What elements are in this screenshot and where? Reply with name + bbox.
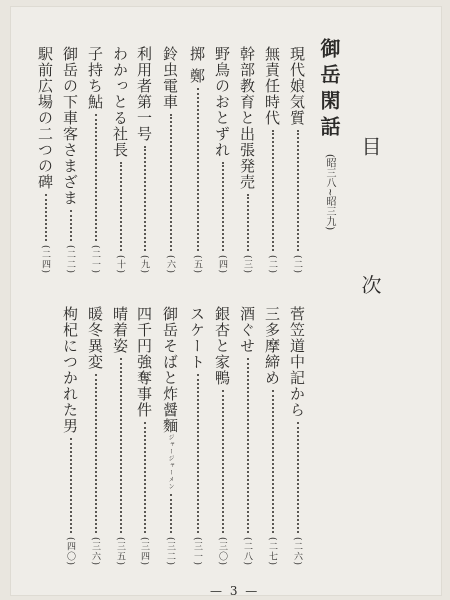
toc-entry (212, 46, 233, 274)
leader-dots (170, 114, 172, 251)
toc-entry-title: 無責任時代 (263, 46, 281, 126)
toc-entry-page: (三) (242, 254, 252, 274)
toc-entry-page: (二七) (267, 536, 277, 566)
leader-dots (70, 438, 72, 533)
page-number: — 3 — (210, 584, 260, 598)
toc-entry-page: (二) (292, 254, 302, 274)
leader-dots (297, 422, 299, 533)
toc-entry-page: (二六) (292, 536, 302, 566)
toc-entry-title: 幹部教育と出張発売 (238, 46, 256, 190)
toc-entry-page: (二四) (40, 244, 50, 274)
toc-entry-page: (二二) (65, 244, 75, 274)
toc-entry-page: (六) (165, 254, 175, 274)
leader-dots (120, 162, 122, 251)
toc-entry (110, 306, 131, 566)
toc-entry-title: わかっとる社長 (111, 46, 129, 158)
toc-entry (287, 46, 308, 274)
toc-entry-page: (三〇) (217, 536, 227, 566)
leader-dots (222, 390, 224, 533)
furigana: ジャージャーメン (167, 434, 174, 490)
toc-entry-page: (三六) (90, 536, 100, 566)
toc-entry-page: (二八) (242, 536, 252, 566)
toc-entry (35, 46, 56, 274)
toc-entry-page: (三二) (165, 536, 175, 566)
toc-entry-title: 鈴虫電車 (161, 46, 179, 110)
section-title: 御岳閑話 (317, 38, 341, 142)
toc-entry (237, 46, 258, 274)
toc-entry (187, 46, 208, 274)
toc-entry-title: 酒ぐせ (238, 306, 256, 354)
toc-entry-page: (三一) (192, 536, 202, 566)
toc-entry (160, 46, 181, 274)
toc-entry (160, 306, 181, 566)
toc-entry-page: (十) (115, 254, 125, 274)
toc-entry (60, 46, 81, 274)
toc-entry (287, 306, 308, 566)
toc-entry-title: 四千円強奪事件 (135, 306, 153, 418)
toc-entry-page: (二一) (90, 244, 100, 274)
toc-entry-page: (四) (217, 254, 227, 274)
leader-dots (70, 210, 72, 241)
toc-entry (134, 46, 155, 274)
leader-dots (247, 358, 249, 533)
leader-dots (197, 88, 199, 251)
leader-dots (170, 494, 172, 533)
toc-entry-title: 暖冬異変 (86, 306, 104, 370)
toc-entry (187, 306, 208, 566)
toc-entry-page: (二) (267, 254, 277, 274)
toc-heading: 目 次 (358, 136, 382, 351)
toc-entry (212, 306, 233, 566)
leader-dots (45, 194, 47, 241)
toc-entry-page: (五) (192, 254, 202, 274)
toc-entry-title: 菅笠道中記から (288, 306, 306, 418)
toc-entry-title: 現代娘気質 (288, 46, 306, 126)
toc-entry-title: 野鳥のおとずれ (213, 46, 231, 158)
toc-entry-page: (三四) (139, 536, 149, 566)
leader-dots (144, 422, 146, 533)
toc-entry-title: スケート (188, 306, 206, 370)
toc-entry-title: 子持ち鮎 (86, 46, 104, 110)
book-page (10, 6, 442, 596)
leader-dots (144, 146, 146, 251)
toc-entry (262, 46, 283, 274)
toc-entry (134, 306, 155, 566)
section-subtitle: (昭三八~昭三九) (324, 154, 335, 231)
toc-entry-title: 晴着姿 (111, 306, 129, 354)
toc-entry-title: 御岳そばと炸醤麵 (161, 306, 179, 434)
toc-entry-page: (四〇) (65, 536, 75, 566)
leader-dots (197, 374, 199, 533)
leader-dots (272, 390, 274, 533)
toc-entry (262, 306, 283, 566)
leader-dots (247, 194, 249, 251)
toc-entry (85, 306, 106, 566)
toc-entry-page: (三五) (115, 536, 125, 566)
toc-entry-title: 掷 鄭 (188, 46, 206, 84)
toc-entry (110, 46, 131, 274)
toc-entry-title: 銀杏と家鴨 (213, 306, 231, 386)
toc-entry-title: 利用者第一号 (135, 46, 153, 142)
toc-entry (60, 306, 81, 566)
leader-dots (95, 114, 97, 241)
leader-dots (222, 162, 224, 251)
toc-entry-title: 枸杞につかれた男 (61, 306, 79, 434)
leader-dots (272, 130, 274, 251)
leader-dots (297, 130, 299, 251)
leader-dots (120, 358, 122, 533)
leader-dots (95, 374, 97, 533)
toc-entry-title: 御岳の下車客さまざま (61, 46, 79, 206)
toc-entry-title: 三多摩締め (263, 306, 281, 386)
toc-entry-page: (九) (139, 254, 149, 274)
toc-entry (85, 46, 106, 274)
toc-entry (237, 306, 258, 566)
toc-entry-title: 駅前広場の二つの碑 (36, 46, 54, 190)
